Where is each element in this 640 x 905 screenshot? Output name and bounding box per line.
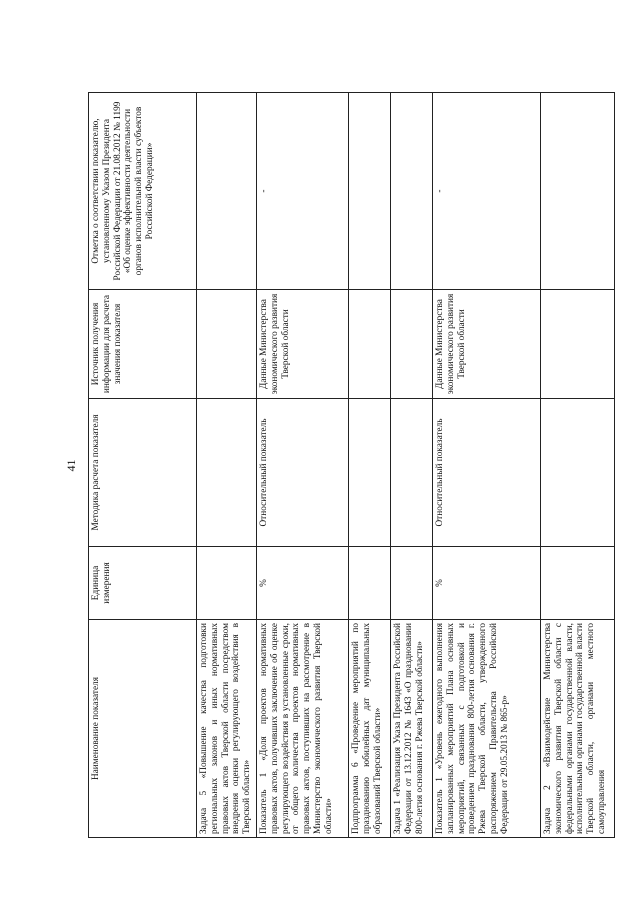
cell-source (541, 290, 615, 399)
table-row (391, 93, 433, 838)
cell-name: Задача 2 «Взаимодействие Министерства экономического развития Тверской области с федеральными органами государственной власти, исполнительными органами государственной власти Тверской области, органами местного самоуправления (541, 620, 615, 838)
cell-unit: % (433, 547, 541, 620)
cell-mark (197, 93, 257, 290)
cell-source (197, 290, 257, 399)
cell-unit: % (257, 547, 349, 620)
header-source: Источник получения информации для расчета значения показателя (89, 290, 197, 399)
table-row (541, 93, 615, 838)
header-method: Методика расчета показателя (89, 399, 197, 547)
indicators-table (88, 92, 615, 838)
header-name: Наименование показателя (89, 620, 197, 838)
cell-name: Задача 1 «Реализация Указа Президента Российской Федерации от 13.12.2012 № 1643 «О праздновании 800-летия основания г. Ржева Тверской области» (391, 620, 433, 838)
table-row (433, 93, 541, 838)
cell-mark (541, 93, 615, 290)
page-number: 41 (64, 459, 78, 472)
cell-method (197, 399, 257, 547)
table-header-row (89, 93, 197, 838)
cell-method: Относительный показатель (433, 399, 541, 547)
header-unit: Единица измерения (89, 547, 197, 620)
cell-mark (349, 93, 391, 290)
table-row (197, 93, 257, 838)
cell-mark: - (433, 93, 541, 290)
cell-name: Подпрограмма 6 «Проведение мероприятий по празднованию юбилейных дат муниципальных образований Тверской области» (349, 620, 391, 838)
cell-name: Показатель 1 «Уровень ежегодного выполнения запланированных мероприятий Плана основных мероприятий, связанных с подготовкой и проведением празднования 800-летия основания г. Ржева Тверской области, утвержденного распоряжением Правительства Российской Федерации от 29.05.2013 № 865-р» (433, 620, 541, 838)
cell-method (541, 399, 615, 547)
cell-method (349, 399, 391, 547)
table-row (349, 93, 391, 838)
cell-source: Данные Министерства экономического развития Тверской области (433, 290, 541, 399)
cell-source (349, 290, 391, 399)
cell-source: Данные Министерства экономического развития Тверской области (257, 290, 349, 399)
cell-mark (391, 93, 433, 290)
rotated-page (64, 93, 640, 838)
cell-unit (391, 547, 433, 620)
table-row (257, 93, 349, 838)
cell-mark: - (257, 93, 349, 290)
cell-name: Задача 5 «Повышение качества подготовки региональных законов и иных нормативных правовых актов Тверской области посредством внедрения оценки регулирующего воздействия в Тверской области» (197, 620, 257, 838)
cell-source (391, 290, 433, 399)
cell-method: Относительный показатель (257, 399, 349, 547)
cell-unit (541, 547, 615, 620)
cell-name: Показатель 1 «Доля проектов нормативных правовых актов, получивших заключение об оценке регулирующего воздействия в установленные сроки, от общего количества проектов нормативных правовых актов, поступивших на рассмотрение в Министерство экономического развития Тверской области» (257, 620, 349, 838)
cell-unit (349, 547, 391, 620)
header-mark: Отметка о соответствии показателю, установленному Указом Президента Российской Федерации от 21.08.2012 № 1199 «Об оценке эффективности деятельности органов исполнительной власти субъектов Российской Федерации» (89, 93, 197, 290)
cell-unit (197, 547, 257, 620)
cell-method (391, 399, 433, 547)
